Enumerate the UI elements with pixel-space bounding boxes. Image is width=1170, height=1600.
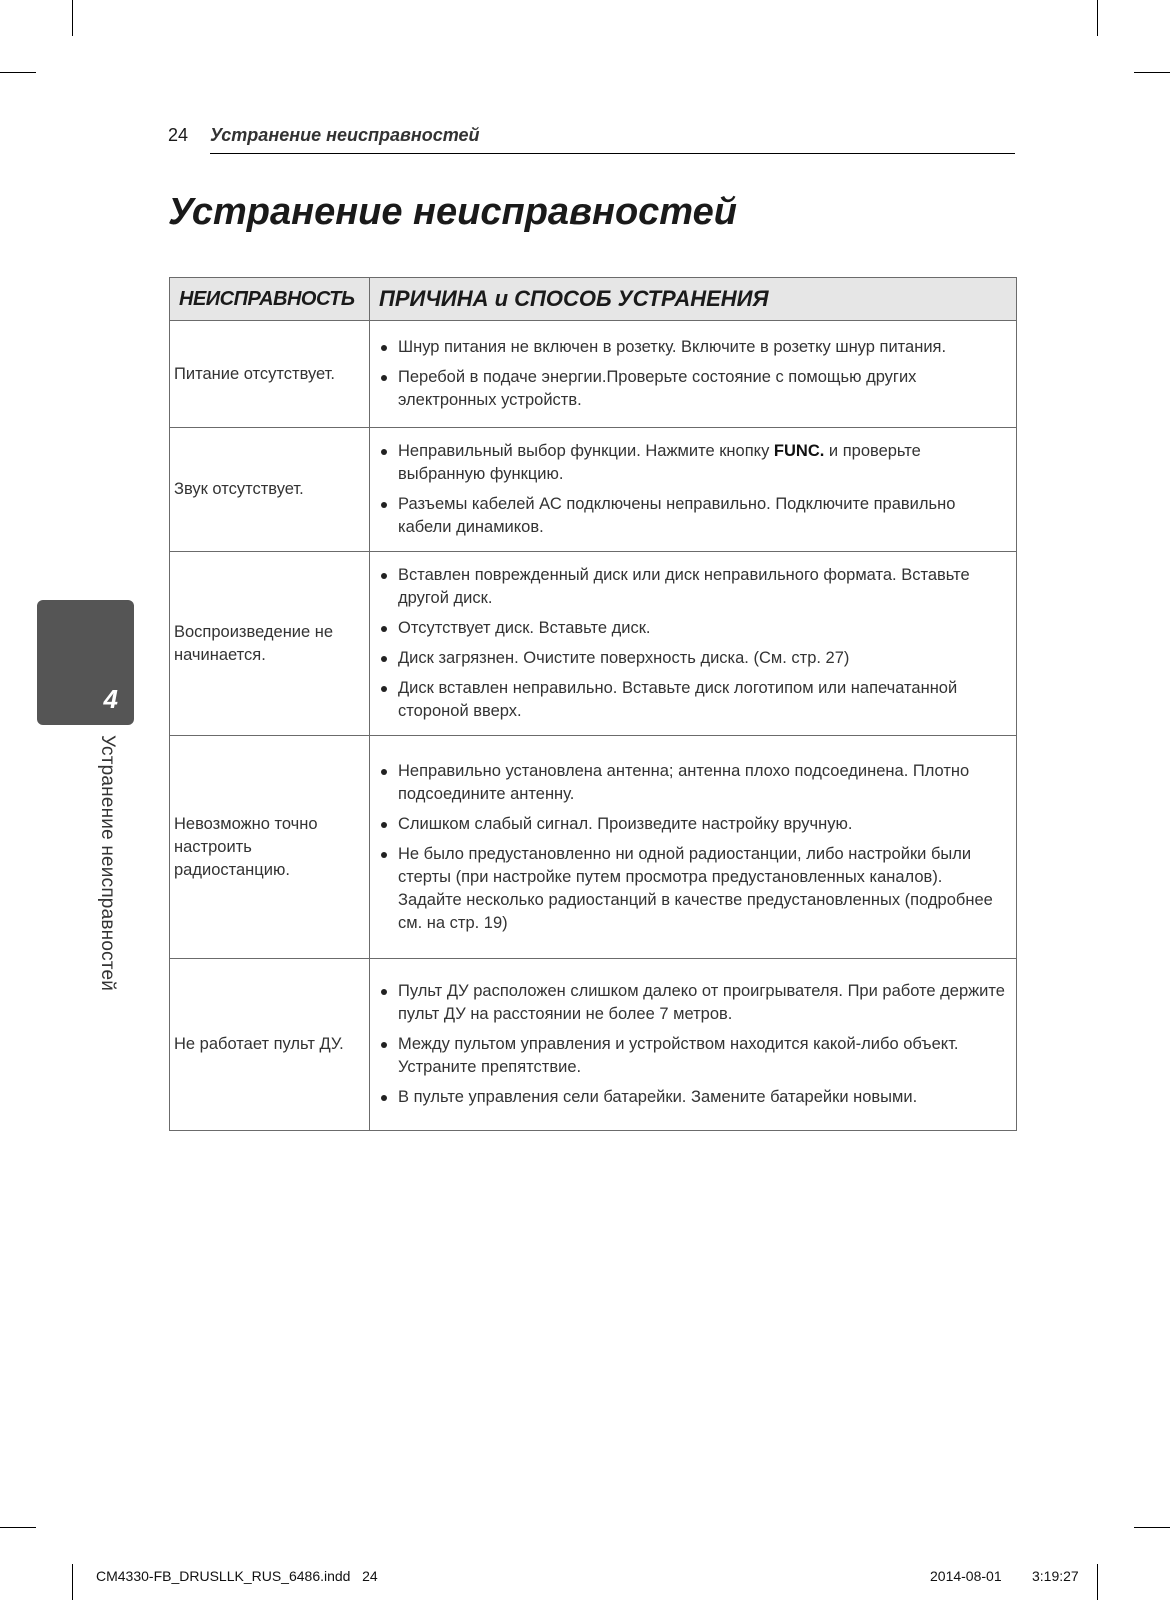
cause-text: Диск вставлен неправильно. Вставьте диск логотипом или напечатанной стороной вверх. [398,679,958,720]
causes-list [378,336,1010,412]
column-header-cause: ПРИЧИНА и СПОСОБ УСТРАНЕНИЯ [370,278,1017,321]
cause-text: Не было предустановленно ни одной радиостанции, либо настройки были стерты (при настройке путем просмотра предустановленных каналов). Задайте несколько радиостанций в качестве предустановленных (подробнее см. на стр. 19) [398,844,993,932]
problem-cell: Воспроизведение не начинается. [170,552,370,736]
crop-mark [1097,0,1098,36]
cause-item [378,677,1010,723]
cause-item [378,980,1010,1026]
cause-text: Отсутствует диск. Вставьте диск. [398,619,651,637]
cause-item [378,336,1010,359]
cause-item [378,647,1010,670]
causes-cell [370,428,1017,552]
bullet-icon [381,852,387,858]
footer-time: 3:19:27 [1032,1568,1079,1584]
page-number: 24 [168,125,189,145]
causes-cell [370,552,1017,736]
table-row [170,736,1017,959]
chapter-tab [37,600,134,725]
table-row [170,552,1017,736]
cause-item [378,760,1010,806]
chapter-number: 4 [103,684,118,714]
troubleshooting-table [169,277,1017,1131]
cause-item [378,493,1010,539]
causes-list [378,440,1010,539]
cause-item [378,813,1010,836]
table-row [170,321,1017,428]
cause-text: Шнур питания не включен в розетку. Включите в розетку шнур питания. [398,338,947,356]
bullet-icon [381,769,387,775]
crop-mark [72,1564,73,1600]
problem-cell: Питание отсутствует. [170,321,370,428]
problem-cell: Звук отсутствует. [170,428,370,552]
problem-cell: Невозможно точно настроить радиостанцию. [170,736,370,959]
running-head-title: Устранение неисправностей [210,125,480,145]
bullet-icon [381,656,387,662]
func-button-label: FUNC. [773,442,825,460]
footer-filename: CM4330-FB_DRUSLLK_RUS_6486.indd 24 [96,1568,378,1584]
crop-mark [0,1527,36,1528]
cause-item [378,366,1010,412]
crop-mark [1134,72,1170,73]
cause-text: Вставлен поврежденный диск или диск неправильного формата. Вставьте другой диск. [398,566,970,607]
cause-text: Пульт ДУ расположен слишком далеко от проигрывателя. При работе держите пульт ДУ на расстоянии не более 7 метров. [398,982,1005,1023]
cause-text: Между пультом управления и устройством находится какой-либо объект. Устраните препятствие. [398,1035,959,1076]
bullet-icon [381,686,387,692]
bullet-icon [381,1042,387,1048]
cause-item [378,440,1010,486]
bullet-icon [381,822,387,828]
cause-item [378,843,1010,935]
cause-text: Слишком слабый сигнал. Произведите настройку вручную. [398,814,853,833]
causes-cell [370,959,1017,1131]
cause-text: Разъемы кабелей АС подключены неправильно. Подключите правильно кабели динамиков. [398,495,956,536]
cause-text: Перебой в подаче энергии.Проверьте состояние с помощью других электронных устройств. [398,368,917,409]
bullet-icon [381,502,387,508]
footer-date: 2014-08-01 [930,1568,1002,1584]
causes-cell [370,736,1017,959]
running-head [168,124,1015,146]
bullet-icon [381,626,387,632]
causes-list [378,760,1010,935]
cause-item [378,1086,1010,1109]
crop-mark [72,0,73,36]
cause-item [378,617,1010,640]
chapter-label: Устранение неисправностей [97,735,118,992]
table-row [170,959,1017,1131]
bullet-icon [381,989,387,995]
page-title: Устранение неисправностей [168,191,737,233]
cause-text-func: Неправильный выбор функции. Нажмите кнопку FUNC. и проверьте выбранную функцию. [398,442,921,483]
cause-item [378,1033,1010,1079]
cause-text: В пульте управления сели батарейки. Замените батарейки новыми. [398,1088,918,1106]
cause-text: Неправильно установлена антенна; антенна плохо подсоединена. Плотно подсоедините антенну. [398,761,970,803]
table-header-row [170,278,1017,321]
causes-list [378,980,1010,1109]
crop-mark [0,72,36,73]
bullet-icon [381,1095,387,1101]
cause-text: Диск загрязнен. Очистите поверхность диска. (См. стр. 27) [398,649,850,667]
causes-cell [370,321,1017,428]
header-rule [210,153,1015,154]
bullet-icon [381,345,387,351]
crop-mark [1134,1527,1170,1528]
bullet-icon [381,375,387,381]
cause-item [378,564,1010,610]
table-row [170,428,1017,552]
crop-mark [1097,1564,1098,1600]
bullet-icon [381,573,387,579]
bullet-icon [381,449,387,455]
column-header-problem: НЕИСПРАВНОСТЬ [170,278,370,321]
problem-cell: Не работает пульт ДУ. [170,959,370,1131]
causes-list [378,564,1010,723]
